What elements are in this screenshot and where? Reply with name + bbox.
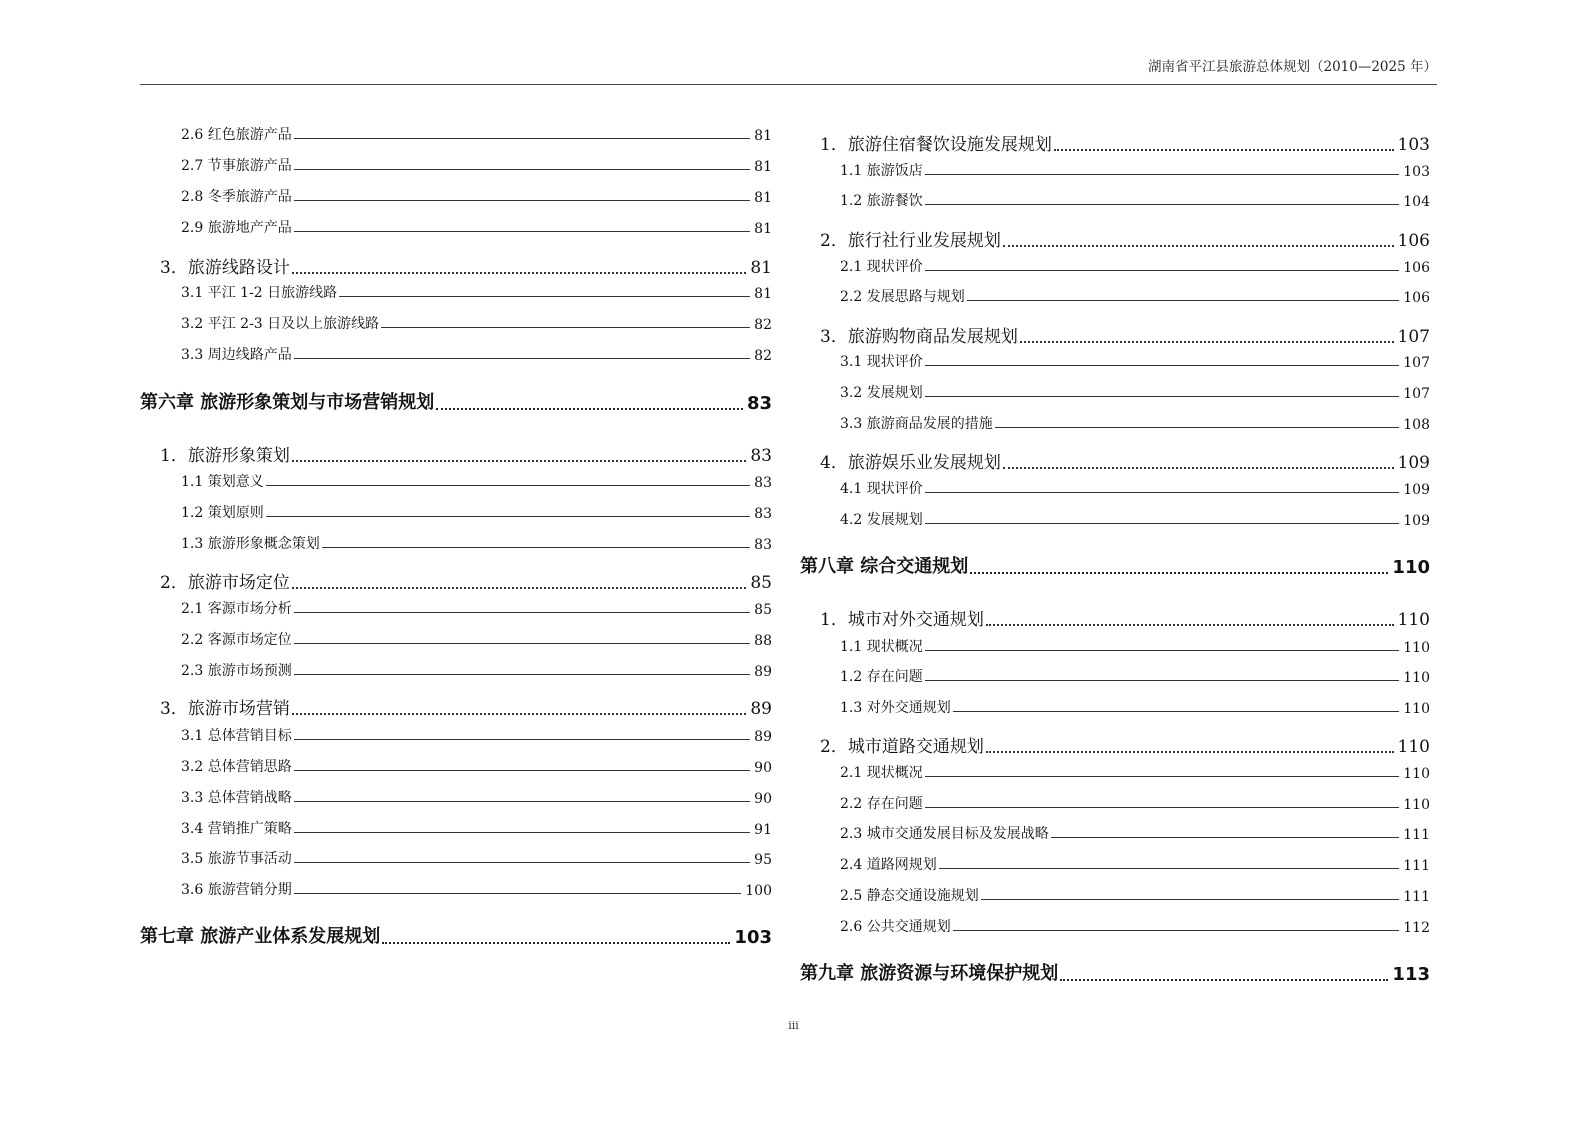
toc-entry-title: 3．旅游购物商品发展规划 xyxy=(820,327,1018,347)
toc-entry-title: 2.7 节事旅游产品 xyxy=(181,158,292,174)
toc-entry[interactable] xyxy=(840,478,1430,498)
toc-chapter-title: 第九章 旅游资源与环境保护规划 xyxy=(800,963,1059,984)
toc-leader xyxy=(266,485,750,486)
toc-entry[interactable] xyxy=(181,344,772,364)
toc-page-number: 81 xyxy=(754,128,772,144)
toc-page-number: 103 xyxy=(1397,135,1430,155)
toc-leader xyxy=(294,358,750,359)
toc-page-number: 111 xyxy=(1403,889,1430,905)
toc-entry[interactable] xyxy=(840,885,1430,905)
toc-page-number: 90 xyxy=(754,791,772,807)
toc-leader xyxy=(1051,837,1400,838)
toc-leader xyxy=(925,270,1400,271)
toc-entry-title: 1．旅游住宿餐饮设施发展规划 xyxy=(820,135,1052,155)
toc-leader xyxy=(322,547,750,548)
toc-leader xyxy=(925,492,1400,493)
toc-leader xyxy=(294,643,750,644)
toc-leader xyxy=(1060,979,1388,981)
toc-leader xyxy=(1003,245,1394,247)
toc-leader xyxy=(292,713,747,715)
toc-page-number: 110 xyxy=(1403,797,1430,813)
toc-page-number: 85 xyxy=(750,573,772,593)
toc-entry-title: 1.1 现状概况 xyxy=(840,639,923,655)
toc-entry[interactable] xyxy=(181,502,772,522)
toc-entry[interactable] xyxy=(181,155,772,175)
toc-page-number: 110 xyxy=(1392,557,1430,578)
page-number: iii xyxy=(788,1019,799,1032)
toc-page-number: 110 xyxy=(1403,766,1430,782)
toc-leader xyxy=(436,408,743,410)
toc-entry-title: 2.1 客源市场分析 xyxy=(181,601,292,617)
toc-leader xyxy=(925,523,1400,524)
toc-leader xyxy=(382,942,730,944)
toc-leader xyxy=(925,807,1400,808)
toc-chapter-title: 第八章 综合交通规划 xyxy=(800,556,969,577)
toc-leader xyxy=(939,868,1400,869)
toc-page-number: 106 xyxy=(1403,290,1430,306)
header-divider xyxy=(140,84,1437,85)
toc-entry[interactable] xyxy=(820,226,1430,251)
toc-entry-title: 2.6 公共交通规划 xyxy=(840,919,951,935)
toc-leader xyxy=(925,174,1400,175)
toc-leader xyxy=(294,801,750,802)
toc-entry[interactable] xyxy=(840,762,1430,782)
toc-entry[interactable] xyxy=(181,217,772,237)
toc-leader xyxy=(967,300,1400,301)
toc-chapter-entry[interactable] xyxy=(800,959,1430,985)
toc-page-number: 106 xyxy=(1403,260,1430,276)
toc-entry-title: 1.1 旅游饭店 xyxy=(840,163,923,179)
toc-leader xyxy=(1054,149,1394,151)
toc-leader xyxy=(381,327,750,328)
toc-page-number: 107 xyxy=(1403,386,1430,402)
toc-page-number: 110 xyxy=(1397,610,1430,630)
toc-page-number: 103 xyxy=(734,927,772,948)
toc-entry-title: 2.6 红色旅游产品 xyxy=(181,127,292,143)
toc-entry-title: 2.2 发展思路与规划 xyxy=(840,289,965,305)
toc-page-number: 90 xyxy=(754,760,772,776)
toc-page-number: 106 xyxy=(1397,231,1430,251)
toc-leader xyxy=(292,272,747,274)
toc-chapter-entry[interactable] xyxy=(140,388,772,414)
toc-entry[interactable] xyxy=(820,732,1430,757)
toc-leader xyxy=(292,587,747,589)
toc-page-number: 81 xyxy=(754,221,772,237)
toc-entry-title: 2.9 旅游地产产品 xyxy=(181,220,292,236)
toc-chapter-entry[interactable] xyxy=(140,922,772,948)
toc-page-number: 81 xyxy=(750,258,772,278)
toc-entry[interactable] xyxy=(181,124,772,144)
toc-entry-title: 4.2 发展规划 xyxy=(840,512,923,528)
toc-entry[interactable] xyxy=(181,818,772,838)
toc-entry-title: 2.5 静态交通设施规划 xyxy=(840,888,979,904)
toc-entry[interactable] xyxy=(181,756,772,776)
toc-entry[interactable] xyxy=(840,916,1430,936)
toc-page-number: 107 xyxy=(1397,327,1430,347)
toc-entry[interactable] xyxy=(840,666,1430,686)
toc-entry[interactable] xyxy=(160,568,772,593)
toc-page-number: 111 xyxy=(1403,827,1430,843)
toc-leader xyxy=(294,770,750,771)
toc-entry-title: 1.3 旅游形象概念策划 xyxy=(181,536,320,552)
toc-entry[interactable] xyxy=(181,629,772,649)
toc-page-number: 112 xyxy=(1403,920,1430,936)
toc-page-number: 110 xyxy=(1397,737,1430,757)
toc-leader xyxy=(1020,341,1394,343)
toc-entry[interactable] xyxy=(181,787,772,807)
toc-entry[interactable] xyxy=(181,313,772,333)
toc-entry-title: 2.2 存在问题 xyxy=(840,796,923,812)
toc-entry[interactable] xyxy=(840,854,1430,874)
toc-entry-title: 3.2 总体营销思路 xyxy=(181,759,292,775)
toc-entry[interactable] xyxy=(181,725,772,745)
toc-entry[interactable] xyxy=(840,697,1430,717)
toc-leader xyxy=(294,169,750,170)
toc-leader xyxy=(294,674,750,675)
toc-chapter-title: 第六章 旅游形象策划与市场营销规划 xyxy=(140,392,435,413)
toc-entry-title: 2.4 道路网规划 xyxy=(840,857,937,873)
toc-leader xyxy=(986,624,1394,626)
toc-entry-title: 3．旅游市场营销 xyxy=(160,699,290,719)
toc-leader xyxy=(925,680,1400,681)
toc-entry[interactable] xyxy=(840,793,1430,813)
toc-entry[interactable] xyxy=(160,694,772,719)
toc-entry[interactable] xyxy=(820,130,1430,155)
toc-entry-title: 2.1 现状评价 xyxy=(840,259,923,275)
toc-entry[interactable] xyxy=(181,471,772,491)
toc-leader xyxy=(953,930,1400,931)
document-title: 湖南省平江县旅游总体规划（2010—2025 年） xyxy=(1147,59,1437,75)
toc-entry[interactable] xyxy=(840,823,1430,843)
toc-entry-title: 3.1 现状评价 xyxy=(840,354,923,370)
toc-leader xyxy=(294,862,750,863)
toc-page-number: 81 xyxy=(754,190,772,206)
toc-entry[interactable] xyxy=(181,848,772,868)
toc-page-number: 83 xyxy=(754,475,772,491)
toc-leader xyxy=(986,751,1394,753)
toc-entry[interactable] xyxy=(840,256,1430,276)
toc-page-number: 109 xyxy=(1403,482,1430,498)
toc-entry-title: 3.6 旅游营销分期 xyxy=(181,882,292,898)
toc-leader xyxy=(925,365,1400,366)
toc-leader xyxy=(294,832,750,833)
toc-leader xyxy=(294,739,750,740)
toc-leader xyxy=(266,516,750,517)
toc-entry[interactable] xyxy=(160,441,772,466)
toc-entry-title: 3.4 营销推广策略 xyxy=(181,821,292,837)
toc-page-number: 91 xyxy=(754,822,772,838)
toc-entry[interactable] xyxy=(181,660,772,680)
toc-entry-title: 3.3 周边线路产品 xyxy=(181,347,292,363)
toc-chapter-title: 第七章 旅游产业体系发展规划 xyxy=(140,926,381,947)
toc-entry[interactable] xyxy=(181,186,772,206)
toc-entry-title: 3.5 旅游节事活动 xyxy=(181,851,292,867)
toc-entry-title: 2.3 旅游市场预测 xyxy=(181,663,292,679)
toc-entry-title: 2．城市道路交通规划 xyxy=(820,737,984,757)
toc-entry-title: 2.3 城市交通发展目标及发展战略 xyxy=(840,826,1049,842)
toc-page-number: 108 xyxy=(1403,417,1430,433)
toc-page-number: 83 xyxy=(750,446,772,466)
toc-entry-title: 3.1 总体营销目标 xyxy=(181,728,292,744)
toc-entry-title: 2.8 冬季旅游产品 xyxy=(181,189,292,205)
toc-entry-title: 1.3 对外交通规划 xyxy=(840,700,951,716)
toc-page-number: 110 xyxy=(1403,670,1430,686)
toc-page-number: 82 xyxy=(754,317,772,333)
toc-page-number: 113 xyxy=(1392,964,1430,985)
toc-entry-title: 1.2 旅游餐饮 xyxy=(840,193,923,209)
toc-entry-title: 3.2 平江 2-3 日及以上旅游线路 xyxy=(181,316,380,332)
toc-entry-title: 3.3 旅游商品发展的措施 xyxy=(840,416,993,432)
toc-entry-title: 1.2 策划原则 xyxy=(181,505,264,521)
toc-page-number: 88 xyxy=(754,633,772,649)
toc-page-number: 110 xyxy=(1403,701,1430,717)
toc-entry[interactable] xyxy=(181,282,772,302)
toc-page-number: 83 xyxy=(754,537,772,553)
toc-entry-title: 2．旅行社行业发展规划 xyxy=(820,231,1001,251)
toc-entry-title: 2.2 客源市场定位 xyxy=(181,632,292,648)
toc-entry[interactable] xyxy=(840,382,1430,402)
toc-entry-title: 1．城市对外交通规划 xyxy=(820,610,984,630)
toc-entry[interactable] xyxy=(160,253,772,278)
toc-leader xyxy=(995,427,1400,428)
toc-leader xyxy=(294,612,750,613)
toc-page-number: 89 xyxy=(750,699,772,719)
toc-page-number: 85 xyxy=(754,602,772,618)
toc-entry-title: 3.1 平江 1-2 日旅游线路 xyxy=(181,285,338,301)
toc-entry[interactable] xyxy=(840,413,1430,433)
toc-entry[interactable] xyxy=(181,533,772,553)
toc-page-number: 104 xyxy=(1403,194,1430,210)
toc-entry-title: 3.2 发展规划 xyxy=(840,385,923,401)
toc-leader xyxy=(925,204,1400,205)
toc-page-number: 83 xyxy=(754,506,772,522)
toc-leader xyxy=(981,899,1400,900)
toc-page-number: 82 xyxy=(754,348,772,364)
toc-entry-title: 1.2 存在问题 xyxy=(840,669,923,685)
toc-page-number: 81 xyxy=(754,286,772,302)
toc-entry[interactable] xyxy=(840,636,1430,656)
toc-leader xyxy=(294,893,742,894)
toc-leader xyxy=(294,138,750,139)
toc-entry[interactable] xyxy=(820,322,1430,347)
toc-leader xyxy=(294,231,750,232)
toc-page-number: 103 xyxy=(1403,164,1430,180)
toc-leader xyxy=(925,776,1400,777)
toc-page-number: 110 xyxy=(1403,640,1430,656)
toc-entry[interactable] xyxy=(840,160,1430,180)
toc-page-number: 95 xyxy=(754,852,772,868)
toc-page-number: 109 xyxy=(1397,453,1430,473)
toc-page-number: 81 xyxy=(754,159,772,175)
toc-entry-title: 4.1 现状评价 xyxy=(840,481,923,497)
toc-page-number: 89 xyxy=(754,664,772,680)
toc-entry[interactable] xyxy=(840,286,1430,306)
toc-entry[interactable] xyxy=(840,190,1430,210)
toc-leader xyxy=(953,711,1400,712)
toc-entry-title: 1．旅游形象策划 xyxy=(160,446,290,466)
toc-entry[interactable] xyxy=(820,605,1430,630)
toc-chapter-entry[interactable] xyxy=(800,552,1430,578)
toc-leader xyxy=(970,572,1388,574)
toc-entry-title: 1.1 策划意义 xyxy=(181,474,264,490)
toc-page-number: 83 xyxy=(746,393,772,414)
toc-entry[interactable] xyxy=(840,351,1430,371)
toc-entry-title: 2.1 现状概况 xyxy=(840,765,923,781)
toc-entry[interactable] xyxy=(820,448,1430,473)
toc-entry[interactable] xyxy=(181,598,772,618)
toc-page-number: 109 xyxy=(1403,513,1430,529)
toc-leader xyxy=(339,296,750,297)
toc-leader xyxy=(925,650,1400,651)
toc-page-number: 107 xyxy=(1403,355,1430,371)
toc-entry-title: 3．旅游线路设计 xyxy=(160,258,290,278)
toc-entry[interactable] xyxy=(840,509,1430,529)
toc-entry[interactable] xyxy=(181,879,772,899)
toc-page-number: 111 xyxy=(1403,858,1430,874)
toc-page-number: 100 xyxy=(745,883,772,899)
toc-entry-title: 2．旅游市场定位 xyxy=(160,573,290,593)
toc-page-number: 89 xyxy=(754,729,772,745)
toc-leader xyxy=(1003,467,1394,469)
toc-leader xyxy=(294,200,750,201)
toc-entry-title: 4．旅游娱乐业发展规划 xyxy=(820,453,1001,473)
toc-leader xyxy=(292,460,747,462)
toc-entry-title: 3.3 总体营销战略 xyxy=(181,790,292,806)
toc-leader xyxy=(925,396,1400,397)
